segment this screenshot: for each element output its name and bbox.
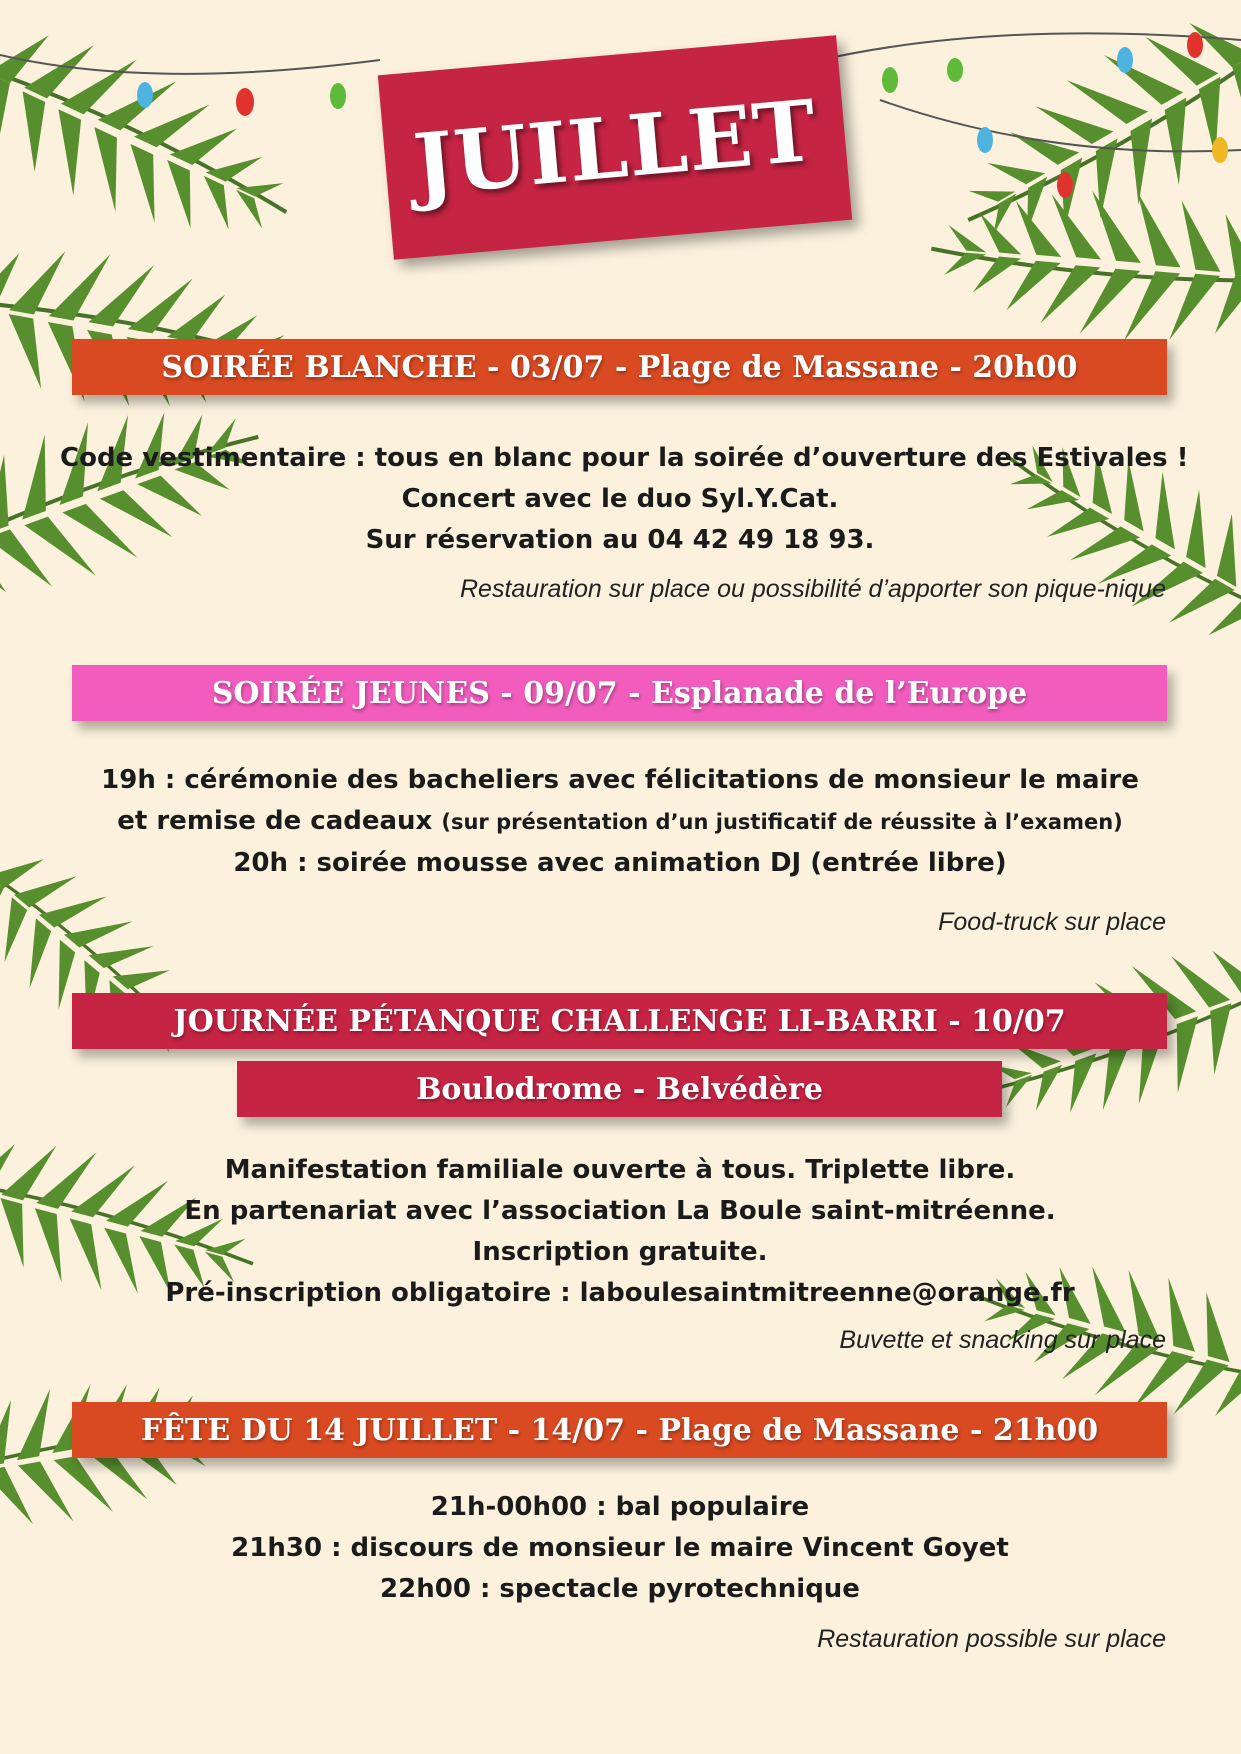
event-note: Buvette et snacking sur place (839, 1326, 1166, 1354)
event-note: Food-truck sur place (938, 908, 1166, 936)
detail-line: Pré-inscription obligatoire : laboulesaintmitreenne@orange.fr (165, 1278, 1075, 1308)
page-title: JUILLET (409, 80, 821, 215)
event-banner-soiree-jeunes (72, 665, 1167, 721)
event-note: Restauration possible sur place (817, 1625, 1166, 1653)
event-details-petanque (60, 1150, 1180, 1314)
detail-line: 21h-00h00 : bal populaire (430, 1492, 810, 1522)
event-details-soiree-jeunes (60, 760, 1180, 884)
detail-line: 21h30 : discours de monsieur le maire Vincent Goyet (231, 1533, 1009, 1563)
detail-line: Manifestation familiale ouverte à tous. Triplette libre. (224, 1155, 1016, 1185)
event-banner-soiree-blanche (72, 339, 1167, 395)
event-note: Restauration sur place ou possibilité d’apporter son pique-nique (460, 575, 1166, 603)
detail-line-small: (sur présentation d’un justificatif de réussite à l’examen) (441, 810, 1123, 834)
event-banner-petanque (72, 993, 1167, 1049)
event-banner-label: FÊTE DU 14 JUILLET - 14/07 - Plage de Massane - 21h00 (140, 1412, 1099, 1448)
detail-line: En partenariat avec l’association La Boule saint-mitréenne. (184, 1196, 1056, 1226)
detail-line: Sur réservation au 04 42 49 18 93. (365, 525, 875, 555)
event-details-soiree-blanche (60, 438, 1189, 561)
event-details-fete-14-juillet (60, 1487, 1180, 1610)
event-banner-fete-14-juillet (72, 1402, 1167, 1458)
detail-line: Code vestimentaire : tous en blanc pour la soirée d’ouverture des Estivales ! (60, 443, 1189, 473)
detail-line: 22h00 : spectacle pyrotechnique (380, 1574, 860, 1604)
event-banner-label: JOURNÉE PÉTANQUE CHALLENGE LI-BARRI - 10/07 (173, 1003, 1066, 1039)
detail-line: Inscription gratuite. (472, 1237, 768, 1267)
event-sub-banner-label: Boulodrome - Belvédère (416, 1071, 823, 1107)
event-banner-label: SOIRÉE JEUNES - 09/07 - Esplanade de l’Europe (211, 675, 1028, 711)
event-banner-label: SOIRÉE BLANCHE - 03/07 - Plage de Massane - 20h00 (161, 349, 1078, 385)
detail-line (60, 801, 1180, 843)
event-sub-banner-location (237, 1061, 1002, 1117)
detail-line: Concert avec le duo Syl.Y.Cat. (401, 484, 839, 514)
detail-line-main: et remise de cadeaux (117, 806, 442, 836)
detail-line: 19h : cérémonie des bacheliers avec félicitations de monsieur le maire (101, 765, 1139, 795)
detail-line: 20h : soirée mousse avec animation DJ (entrée libre) (233, 848, 1007, 878)
